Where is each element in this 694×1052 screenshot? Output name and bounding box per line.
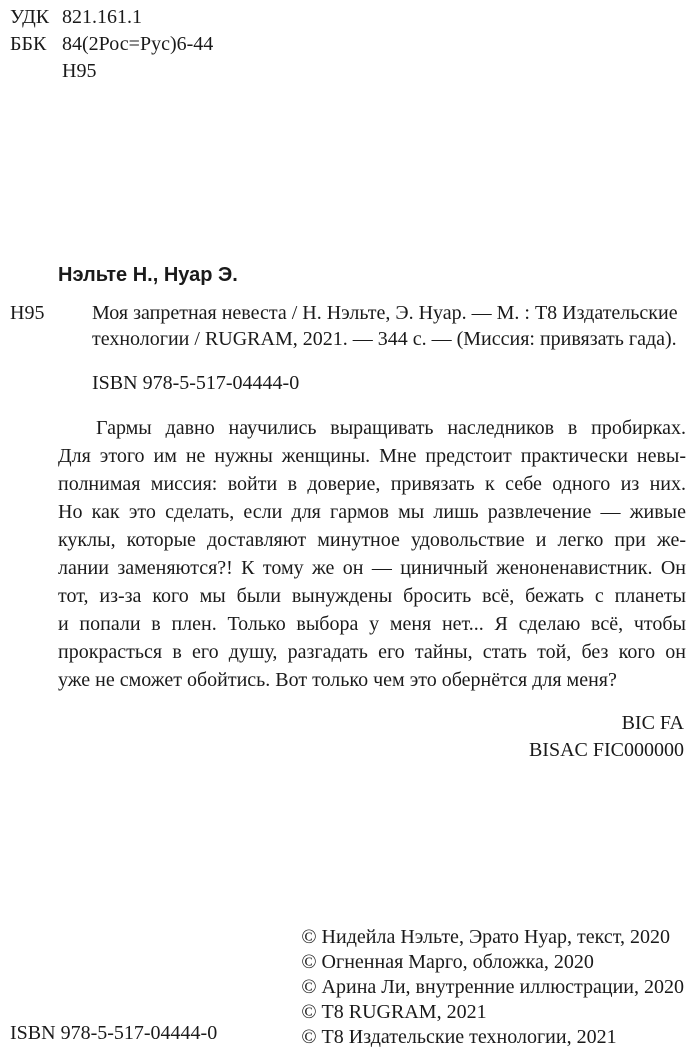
isbn-bottom: ISBN 978-5-517-04444-0 <box>10 1022 218 1044</box>
udk-row <box>10 4 213 31</box>
author-heading: Нэльте Н., Нуар Э. <box>58 264 238 286</box>
annotation-line: полнимая миссия: войти в доверие, привязать к себе одного из них. <box>58 473 686 495</box>
annotation-line: куклы, которые доставляют минутное удовольствие и легко при же- <box>58 529 686 551</box>
bic-code: BIC FA <box>621 712 684 734</box>
bbk-row <box>10 31 213 58</box>
annotation <box>58 414 686 694</box>
annotation-line: Гармы давно научились выращивать наследников в пробирках. <box>96 417 686 439</box>
copyright-line: © Арина Ли, внутренние иллюстрации, 2020 <box>301 976 684 998</box>
annotation-line: уже не сможет обойтись. Вот только чем это обернётся для меня? <box>58 669 617 691</box>
udk-label: УДК <box>10 6 50 28</box>
annotation-line: прокрасться в его душу, разгадать его тайны, стать той, без кого он <box>58 641 686 663</box>
annotation-line: и попали в плен. Только выбора у меня нет... Я сделаю всё, чтобы <box>58 613 686 635</box>
bisac-code: BISAC FIC000000 <box>528 739 684 761</box>
bbk-label: ББК <box>10 33 47 55</box>
copyright-line: © Т8 Издательские технологии, 2021 <box>301 1026 617 1048</box>
annotation-line: Для этого им не нужны женщины. Мне предстоит практически невы- <box>58 445 686 467</box>
subject-codes <box>529 710 684 764</box>
isbn-main: ISBN 978-5-517-04444-0 <box>92 372 300 394</box>
annotation-line: лании заменяются?! К тому же он — циничный женоненавистник. Он <box>58 557 686 579</box>
cutter-row <box>10 58 213 85</box>
udk-value: 821.161.1 <box>62 6 142 28</box>
copyright-line: © Огненная Марго, обложка, 2020 <box>301 951 594 973</box>
bbk-value: 84(2Рос=Рус)6-44 <box>62 33 214 55</box>
annotation-line: тот, из-за кого мы были вынуждены бросить всё, бежать с планеты <box>58 585 686 607</box>
cutter-side-code: Н95 <box>10 302 45 324</box>
bibliographic-description <box>92 300 678 352</box>
bibliographic-line-2: технологии / RUGRAM, 2021. — 344 с. — (Миссия: привязать гада). <box>92 328 677 350</box>
cutter-code: Н95 <box>62 60 97 82</box>
bibliographic-line-1: Моя запретная невеста / Н. Нэльте, Э. Нуар. — М. : Т8 Издательские <box>92 302 678 324</box>
copyright-block <box>301 924 684 1049</box>
copyright-line: © Нидейла Нэльте, Эрато Нуар, текст, 2020 <box>301 926 670 948</box>
copyright-line: © Т8 RUGRAM, 2021 <box>301 1001 487 1023</box>
annotation-line: Но как это сделать, если для гармов мы лишь развлечение — живые <box>58 501 686 523</box>
classification-codes <box>10 4 213 85</box>
